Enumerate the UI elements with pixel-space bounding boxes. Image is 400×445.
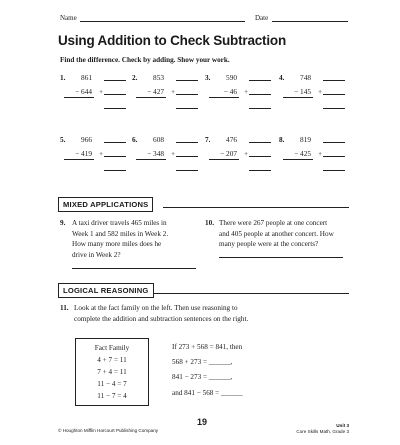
minuend: 748 — [300, 73, 311, 82]
difference-rule — [209, 159, 239, 160]
question-text-line: There were 267 people at one concert — [219, 219, 328, 227]
question-text-line: Look at the fact family on the left. Then use reasoning to — [74, 304, 238, 312]
answer-blank[interactable] — [176, 142, 198, 143]
reasoning-sentence[interactable]: and 841 − 568 = ______ — [172, 389, 243, 397]
problem-number: 3. — [205, 73, 211, 82]
plus-sign: + — [244, 87, 249, 96]
check-blank[interactable] — [323, 94, 345, 95]
page-title: Using Addition to Check Subtraction — [58, 33, 286, 48]
check-sum-blank[interactable] — [323, 170, 345, 171]
fact-family-equation: 11 − 4 = 7 — [97, 380, 127, 388]
check-sum-blank[interactable] — [323, 108, 345, 109]
check-blank[interactable] — [249, 94, 271, 95]
fact-family-box — [75, 338, 149, 406]
book-title: Core Skills Math, Grade 3 — [296, 429, 349, 434]
fact-family-title: Fact Family — [94, 344, 130, 352]
plus-sign: + — [244, 149, 249, 158]
problem-number: 1. — [60, 73, 66, 82]
section-divider — [153, 293, 349, 294]
subtrahend: − 348 — [147, 149, 164, 158]
difference-rule — [136, 159, 166, 160]
problem-number: 4. — [279, 73, 285, 82]
fact-family-equation: 4 + 7 = 11 — [97, 356, 127, 364]
subtrahend: − 427 — [147, 87, 164, 96]
fact-family-equation: 7 + 4 = 11 — [97, 368, 127, 376]
subtrahend: − 419 — [75, 149, 92, 158]
answer-blank[interactable] — [249, 80, 271, 81]
section-divider — [163, 207, 349, 208]
plus-sign: + — [171, 149, 176, 158]
problem-2 — [132, 73, 212, 115]
difference-rule — [283, 159, 313, 160]
reasoning-sentence: If 273 + 568 = 841, then — [172, 343, 243, 351]
plus-sign: + — [99, 149, 104, 158]
problem-4 — [279, 73, 359, 115]
question-number: 10. — [205, 219, 214, 227]
difference-rule — [209, 97, 239, 98]
question-text-line: complete the addition and subtraction sentences on the right. — [74, 314, 249, 323]
question-text-line: many people were at the concerts? — [219, 240, 319, 248]
check-blank[interactable] — [104, 94, 126, 95]
check-sum-blank[interactable] — [249, 170, 271, 171]
plus-sign: + — [318, 149, 323, 158]
check-blank[interactable] — [176, 94, 198, 95]
question-text-line: A taxi driver travels 465 miles in — [72, 219, 167, 227]
difference-rule — [64, 159, 94, 160]
question-11 — [60, 303, 350, 327]
problem-7 — [205, 135, 285, 177]
subtrahend: − 46 — [223, 87, 237, 96]
problem-5 — [60, 135, 140, 177]
answer-blank[interactable] — [323, 142, 345, 143]
answer-10-field[interactable] — [219, 257, 343, 258]
date-label: Date — [255, 14, 269, 22]
minuend: 966 — [81, 135, 92, 144]
check-sum-blank[interactable] — [176, 170, 198, 171]
check-blank[interactable] — [176, 156, 198, 157]
subtrahend: − 207 — [220, 149, 237, 158]
fact-family-equation: 11 − 7 = 4 — [97, 392, 127, 400]
question-10 — [205, 218, 355, 258]
question-text-line: Week 1 and 582 miles in Week 2. — [72, 229, 169, 238]
difference-rule — [64, 97, 94, 98]
reasoning-sentence[interactable]: 568 + 273 = ______, — [172, 358, 233, 366]
unit-label: Unit 3 — [336, 423, 349, 428]
check-sum-blank[interactable] — [176, 108, 198, 109]
check-sum-blank[interactable] — [104, 170, 126, 171]
question-text-line: drive in Week 2? — [72, 250, 121, 259]
check-blank[interactable] — [249, 156, 271, 157]
problem-8 — [279, 135, 359, 177]
problem-number: 2. — [132, 73, 138, 82]
name-field[interactable] — [80, 21, 245, 22]
problem-number: 6. — [132, 135, 138, 144]
check-blank[interactable] — [104, 156, 126, 157]
question-9 — [60, 218, 200, 268]
plus-sign: + — [318, 87, 323, 96]
problem-1 — [60, 73, 140, 115]
question-text-line: How many more miles does he — [72, 240, 162, 248]
reasoning-sentence[interactable]: 841 − 273 = ______, — [172, 373, 233, 381]
problem-6 — [132, 135, 212, 177]
minuend: 853 — [153, 73, 164, 82]
question-number: 9. — [60, 219, 66, 227]
copyright: © Houghton Mifflin Harcourt Publishing Company — [58, 428, 159, 433]
name-label: Name — [60, 14, 77, 22]
problem-number: 7. — [205, 135, 211, 144]
answer-9-field[interactable] — [72, 268, 196, 269]
minuend: 476 — [226, 135, 237, 144]
minuend: 861 — [81, 73, 92, 82]
subtrahend: − 425 — [294, 149, 311, 158]
date-field[interactable] — [272, 21, 348, 22]
minuend: 590 — [226, 73, 237, 82]
difference-rule — [136, 97, 166, 98]
page-number: 19 — [197, 417, 208, 427]
subtrahend: − 145 — [294, 87, 311, 96]
answer-blank[interactable] — [176, 80, 198, 81]
subtrahend: − 644 — [75, 87, 92, 96]
answer-blank[interactable] — [104, 142, 126, 143]
minuend: 819 — [300, 135, 311, 144]
check-sum-blank[interactable] — [249, 108, 271, 109]
difference-rule — [283, 97, 313, 98]
answer-blank[interactable] — [249, 142, 271, 143]
check-sum-blank[interactable] — [104, 108, 126, 109]
minuend: 608 — [153, 135, 164, 144]
plus-sign: + — [171, 87, 176, 96]
question-number: 11. — [60, 304, 69, 312]
answer-blank[interactable] — [104, 80, 126, 81]
question-text-line: and 405 people at another concert. How — [219, 229, 334, 238]
mixed-applications-heading: MIXED APPLICATIONS — [58, 197, 153, 212]
answer-blank[interactable] — [323, 80, 345, 81]
logical-reasoning-heading: LOGICAL REASONING — [58, 283, 154, 298]
check-blank[interactable] — [323, 156, 345, 157]
problem-3 — [205, 73, 285, 115]
problem-number: 5. — [60, 135, 66, 144]
plus-sign: + — [99, 87, 104, 96]
problem-number: 8. — [279, 135, 285, 144]
instructions: Find the difference. Check by adding. Show your work. — [60, 56, 230, 64]
